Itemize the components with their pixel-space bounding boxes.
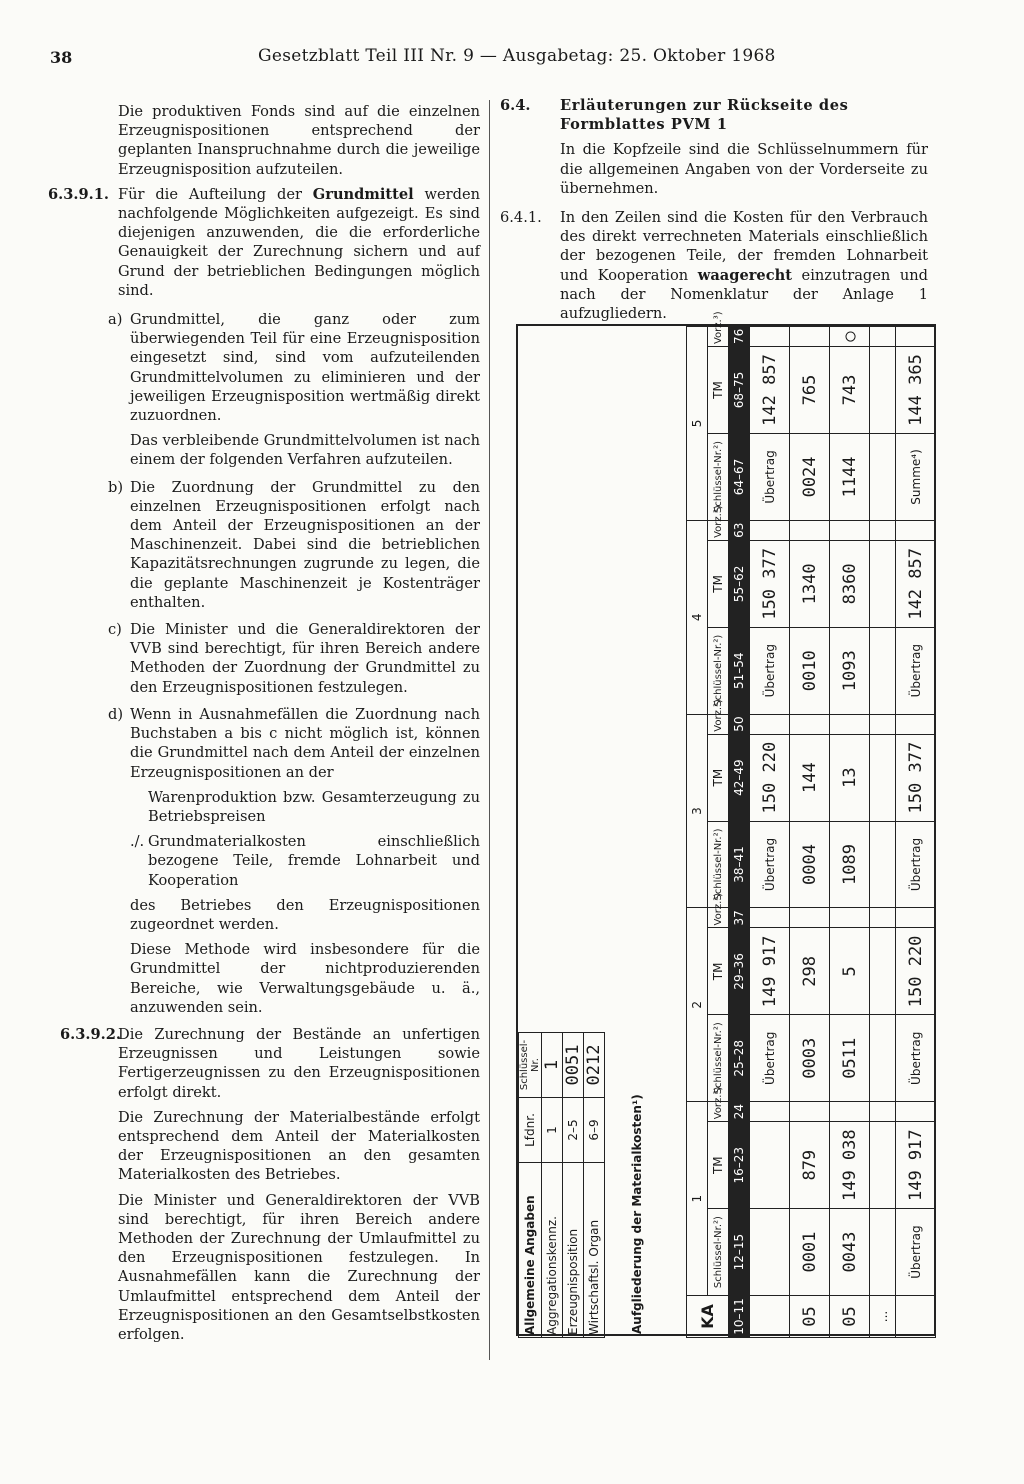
item-text: Wenn in Ausnahmefällen die Zuordnung nach Buchstaben a bis c nicht möglich ist, können die Grundmittel nach dem Anteil der einzelnen Erzeugnispositionen an der: [130, 705, 480, 781]
text-part: In den Zeilen sind die Kosten für den Verbrauch des direkt verrechneten Materials einschließlich der bezogenen Teile, der fremden Lohnarbeit und Kooperation: [560, 209, 928, 284]
key-range: 64–67: [729, 434, 750, 521]
section-text: In die Kopfzeile sind die Schlüsselnummern für die allgemeinen Angaben von der Vorderseite zu übernehmen.: [560, 141, 928, 197]
vorz-col-label: Vorz.³): [708, 1102, 729, 1122]
section-number: 6.4.: [500, 97, 531, 114]
table-row: [542, 327, 563, 1338]
page-header: [0, 42, 1024, 72]
item-text: Grundmittel, die ganz oder zum überwiegenden Teil für eine Erzeugnisposition eingesetzt sind, sind vom aufzuteilenden Grundmittelvolumen zu eliminieren und der jeweiligen Erzeugnisposition wertmäßig direkt zuzuordnen.: [130, 311, 480, 425]
vorz-pos: 76: [729, 327, 750, 347]
row-label: Wirtschaftsl. Organ: [584, 1163, 605, 1338]
carry-label: Übertrag: [750, 434, 790, 521]
form-pvm1-back: [516, 311, 936, 1336]
vorz-pos: 50: [729, 714, 750, 734]
table-row: [830, 327, 870, 1338]
section-641: [500, 208, 928, 323]
carry-label: Übertrag: [750, 627, 790, 714]
sub-item: [130, 832, 480, 890]
item-text: Die Minister und die Generaldirektoren der VVB sind berechtigt, für ihren Bereich andere Methoden der Zuordnung der Grundmittel zu den Erzeugnispositionen festzulegen.: [130, 621, 480, 696]
tm-value: 144: [790, 734, 830, 821]
section-text: Die Zurechnung der Materialbestände erfolgt entsprechend dem Anteil der Materialkosten der Erzeugnispositionen an den gesamten Materialkosten des Betriebes.: [118, 1108, 480, 1184]
tm-col-label: TM: [708, 1122, 729, 1209]
carry-value: 150 220: [750, 734, 790, 821]
key-col-label: Schlüssel-Nr.²): [708, 434, 729, 521]
general-title: Allgemeine Angaben: [519, 1163, 542, 1338]
footer-label: Übertrag: [896, 821, 936, 908]
section-text: Die Minister und Generaldirektoren der VVB sind berechtigt, für ihren Bereich andere Methoden der Zurechnung der Umlaufmittel zu den Erzeugnispositionen festzulegen. In Ausnahmefällen kann die Zurechnung der Umlaufmittel entsprechend dem Anteil der Erzeugnispositionen an den Gesamtselbstkosten erfolgen.: [118, 1191, 480, 1343]
vorz-col-label: Vorz.³): [708, 520, 729, 540]
tm-value: 298: [790, 928, 830, 1015]
tm-value: 879: [790, 1122, 830, 1209]
table-row: [870, 327, 896, 1338]
section-number: 6.3.9.1.: [48, 185, 109, 203]
key-value: 1144: [830, 434, 870, 521]
ka-value: 05: [790, 1296, 830, 1338]
section-title: Erläuterungen zur Rückseite des Formblattes PVM 1: [560, 97, 849, 134]
right-column: [500, 96, 928, 333]
key-col-label: Schlüssel-Nr.²): [708, 821, 729, 908]
table-row: [790, 327, 830, 1338]
tm-col-label: TM: [708, 928, 729, 1015]
carry-label: Übertrag: [750, 821, 790, 908]
column-divider: [489, 100, 490, 1360]
tm-value: 13: [830, 734, 870, 821]
ka-value: ...: [870, 1296, 896, 1338]
group-header-row: [687, 327, 708, 1338]
sub-item-text: Grundmaterialkosten einschließlich bezogene Teile, fremde Lohnarbeit und Kooperation: [148, 833, 480, 889]
section-text: [560, 208, 928, 323]
row-key: 0212: [584, 1033, 605, 1098]
tm-range: 29–36: [729, 928, 750, 1015]
row-key: 0051: [563, 1033, 584, 1098]
carry-label: Übertrag: [750, 1015, 790, 1102]
item-text: Diese Methode wird insbesondere für die Grundmittel der nichtproduzierenden Bereiche, wie Verwaltungsgebäude u. ä., anzuwenden sein.: [130, 941, 480, 1016]
footer-label: Übertrag: [896, 1015, 936, 1102]
key-col-label: Schlüssel-Nr.²): [708, 627, 729, 714]
table-row: [563, 327, 584, 1338]
key-value: 0043: [830, 1209, 870, 1296]
footer-row: [896, 327, 936, 1338]
footer-label: Summe⁴): [896, 434, 936, 521]
intro-paragraph: Die produktiven Fonds sind auf die einzelnen Erzeugnispositionen entsprechend der geplanten Inanspruchnahme durch die jeweilige Erzeugnisposition aufzuteilen.: [118, 103, 480, 178]
key-value: 1093: [830, 627, 870, 714]
key-value: 0024: [790, 434, 830, 521]
item-label: b): [108, 478, 124, 496]
tm-range: 16–23: [729, 1122, 750, 1209]
section-number: 6.4.1.: [500, 209, 542, 227]
bold-term: Grundmittel: [312, 185, 414, 203]
row-lfd: 6–9: [584, 1098, 605, 1163]
vorz-col-label: Vorz.³): [708, 714, 729, 734]
vorz-pos: 63: [729, 520, 750, 540]
item-label: d): [108, 705, 124, 723]
section-text: [48, 185, 480, 300]
key-value: 0511: [830, 1015, 870, 1102]
item-mark: ./.: [130, 833, 145, 851]
item-a: [48, 310, 480, 470]
footer-label: Übertrag: [896, 1209, 936, 1296]
tm-value: 8360: [830, 540, 870, 627]
item-c: [48, 620, 480, 697]
section-text: Die Zurechnung der Bestände an unfertigen Erzeugnissen und Leistungen sowie Fertigerzeugnissen zu den Erzeugnispositionen erfolgt direkt.: [118, 1025, 480, 1101]
section-6392: [48, 1025, 480, 1344]
ka-header: KA: [687, 1296, 729, 1338]
footer-value: 150 220: [896, 928, 936, 1015]
section-number: 6.3.9.2.: [60, 1025, 121, 1043]
page-title: Gesetzblatt Teil III Nr. 9 — Ausgabetag: 25. Oktober 1968: [258, 46, 776, 66]
group-number: 5: [687, 327, 708, 521]
group-number: 4: [687, 520, 708, 714]
carryover-row: [750, 327, 790, 1338]
page-number: 38: [50, 48, 73, 67]
position-row: [729, 327, 750, 1338]
group-number: 3: [687, 714, 708, 908]
breakdown-table: [686, 311, 936, 1338]
tm-range: 55–62: [729, 540, 750, 627]
vorz-col-label: Vorz.³): [708, 908, 729, 928]
carry-value: 150 377: [750, 540, 790, 627]
tm-value: 765: [790, 347, 830, 434]
minus-mark: ○: [830, 327, 870, 347]
footer-label: Übertrag: [896, 627, 936, 714]
text-part: Für die Aufteilung der: [118, 185, 313, 203]
tm-range: 42–49: [729, 734, 750, 821]
tm-range: 68–75: [729, 347, 750, 434]
key-col-label: Schlüssel-Nr.²): [708, 1209, 729, 1296]
tm-value: 1340: [790, 540, 830, 627]
group-number: 2: [687, 908, 708, 1102]
text-part: werden nachfolgende Möglichkeiten aufgezeigt. Es sind diejenigen anzuwenden, die die erforderliche Genauigkeit der Zurechnung sichern und auf Grund der betrieblichen Bedingungen möglich sind.: [118, 185, 480, 299]
item-text: Die Zuordnung der Grundmittel zu den einzelnen Erzeugnispositionen erfolgt nach dem Anteil der Erzeugnispositionen an der Maschinenzeit. Dabei sind die betrieblichen Kapazitätsrechnungen zugrunde zu legen, die die geplante Maschinenzeit je Kostenträger enthalten.: [130, 478, 480, 611]
key-value: 0001: [790, 1209, 830, 1296]
key-range: 51–54: [729, 627, 750, 714]
key-range: 38–41: [729, 821, 750, 908]
row-lfd: 2–5: [563, 1098, 584, 1163]
key-range: 25–28: [729, 1015, 750, 1102]
key-value: 0010: [790, 627, 830, 714]
row-key: 1: [542, 1033, 563, 1098]
item-d: [48, 705, 480, 1017]
footer-value: 144 365: [896, 347, 936, 434]
key-value: 0004: [790, 821, 830, 908]
item-label: a): [108, 311, 123, 329]
left-column: [48, 102, 480, 1354]
item-text: Das verbleibende Grundmittelvolumen ist nach einem der folgenden Verfahren aufzuteilen.: [130, 432, 480, 469]
carry-value: 142 857: [750, 347, 790, 434]
sub-item: Warenproduktion bzw. Gesamterzeugung zu Betriebspreisen: [148, 788, 480, 825]
bold-term: waagerecht: [697, 266, 792, 284]
section-64: [500, 96, 928, 198]
tm-col-label: TM: [708, 347, 729, 434]
row-lfd: 1: [542, 1098, 563, 1163]
col-key: Schlüssel-Nr.: [519, 1033, 542, 1098]
breakdown-title: Aufgliederung der Materialkosten¹): [630, 1094, 644, 1334]
form-rotated-content: [518, 311, 938, 1338]
column-label-row: [708, 327, 729, 1338]
item-label: c): [108, 621, 122, 639]
ka-range: 10–11: [729, 1296, 750, 1338]
tm-col-label: TM: [708, 540, 729, 627]
key-col-label: Schlüssel-Nr.²): [708, 1015, 729, 1102]
vorz-col-label: Vorz.³): [708, 327, 729, 347]
general-info-table: [518, 326, 605, 1338]
vorz-pos: 37: [729, 908, 750, 928]
footer-value: 149 917: [896, 1122, 936, 1209]
group-number: 1: [687, 1102, 708, 1296]
vorz-pos: 24: [729, 1102, 750, 1122]
row-label: Erzeugnisposition: [563, 1163, 584, 1338]
tm-value: 743: [830, 347, 870, 434]
section-6391: [48, 185, 480, 300]
footer-value: 142 857: [896, 540, 936, 627]
table-row: [584, 327, 605, 1338]
key-range: 12–15: [729, 1209, 750, 1296]
text-part: einzutragen und nach der Nomenklatur der Anlage 1 aufzugliedern.: [560, 266, 928, 323]
tm-value: 149 038: [830, 1122, 870, 1209]
tm-col-label: TM: [708, 734, 729, 821]
tm-value: 5: [830, 928, 870, 1015]
key-value: 1089: [830, 821, 870, 908]
ka-value: 05: [830, 1296, 870, 1338]
item-b: [48, 478, 480, 612]
item-text: des Betriebes den Erzeugnispositionen zugeordnet werden.: [130, 896, 480, 933]
carry-value: 149 917: [750, 928, 790, 1015]
col-lfdnr: Lfdnr.: [519, 1098, 542, 1163]
footer-value: 150 377: [896, 734, 936, 821]
row-label: Aggregationskennz.: [542, 1163, 563, 1338]
key-value: 0003: [790, 1015, 830, 1102]
